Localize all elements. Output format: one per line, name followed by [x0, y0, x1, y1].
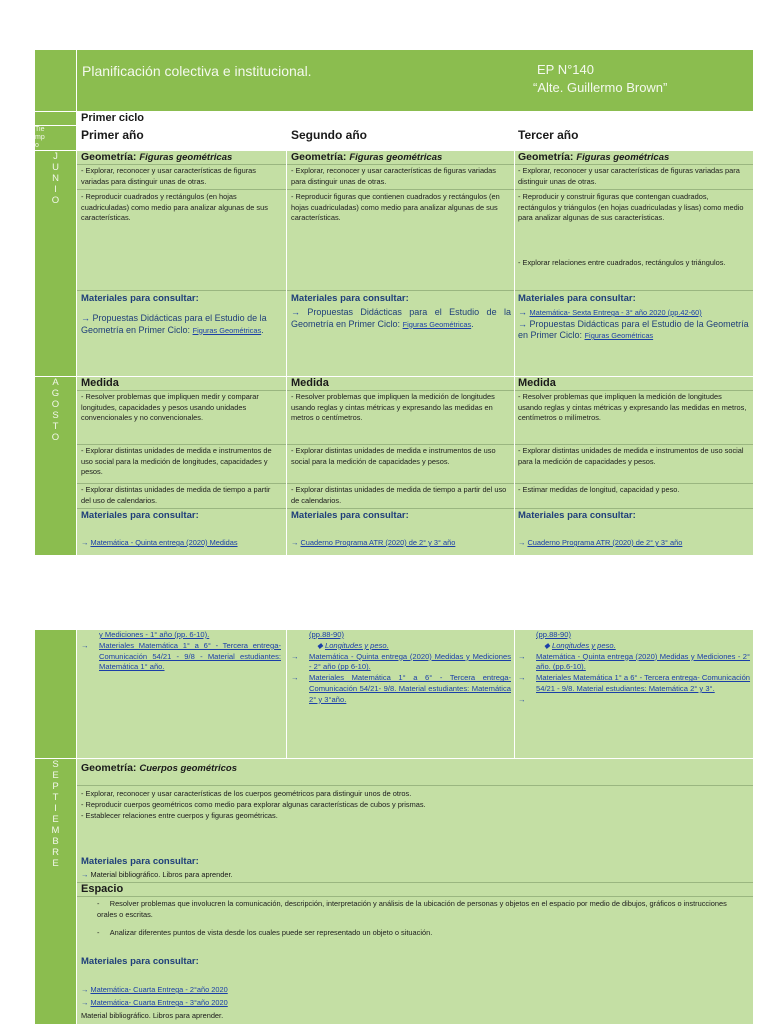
month-septiembre — [35, 759, 76, 1024]
arrow-icon: → — [291, 538, 299, 547]
cycle-row-left — [35, 112, 76, 125]
agosto-1-item-3: - Explorar distintas unidades de medida de tiempo a partir del uso de calendarios. — [81, 485, 271, 505]
material-text: Material bibliográfico. Libros para aprender. — [90, 870, 233, 879]
quinta-entrega-2-link[interactable]: Matemática - Quinta entrega (2020) Medidas y Mediciones - 2° año (pp 6-10). — [309, 651, 511, 672]
septiembre-material — [81, 870, 233, 879]
materials-label: Materiales para consultar: — [81, 856, 199, 867]
septiembre-item-1: - Explorar, reconocer y usar características de los cuerpos geométricos para distinguir unos de otros. — [81, 789, 412, 798]
header-left-cell — [35, 50, 76, 111]
agosto-1-item-1: - Resolver problemas que impliquen medir y comparar longitudes, capacidades y pesos usando unidades convencionales y no convencionales. — [81, 392, 259, 423]
junio-2-item-1: - Explorar, reconocer y usar características de figuras variadas para distinguir unas de otras. — [291, 166, 496, 186]
divider — [515, 189, 753, 190]
divider — [287, 290, 514, 291]
agosto-3-item-2: - Explorar distintas unidades de medida e instrumentos de uso social para la medición de capacidades y pesos. — [518, 446, 744, 466]
septiembre-item-3: - Establecer relaciones entre cuerpos y figuras geométricas. — [81, 811, 278, 820]
diamond-icon: ◆ — [317, 640, 323, 650]
materials-label: Materiales para consultar: — [81, 293, 199, 304]
medida-heading-2: Medida — [291, 377, 329, 389]
espacio-link-1-row — [81, 985, 228, 994]
cycle-label: Primer ciclo — [81, 112, 144, 124]
divider — [77, 390, 286, 391]
cuarta-entrega-3-link[interactable]: Matemática- Cuarta Entrega - 3°año 2020 — [90, 998, 228, 1007]
materials-label: Materiales para consultar: — [81, 956, 199, 967]
month-junio — [35, 151, 76, 376]
agosto-3-item-1: - Resolver problemas que impliquen la medición de longitudes usando reglas y cintas métricas y expresando las medidas en metros, centímetros o milímetros. — [518, 392, 747, 423]
geometria-label: Geometría: — [81, 151, 137, 163]
diamond-icon: ◆ — [544, 640, 550, 650]
agosto-1-materials — [81, 538, 286, 547]
agosto-1-item-2: - Explorar distintas unidades de medida e instrumentos de uso social para la medición de longitudes, capacidades y pesos. — [81, 446, 272, 477]
page2-side-top — [35, 630, 76, 758]
divider — [77, 189, 286, 190]
cuerpos-heading — [81, 762, 237, 775]
junio-2-materials: → Propuestas Didácticas para el Estudio de la Geometría en Primer Ciclo: Figuras Geométricas. — [291, 307, 511, 329]
longitudes-peso-link[interactable]: Longitudes y peso. — [324, 640, 389, 650]
quinta-entrega-link[interactable]: Matemática - Quinta entrega (2020) Medidas — [90, 538, 238, 547]
sexta-entrega-link[interactable]: Matemática- Sexta Entrega - 3° año 2020 (pp.42-60) — [529, 308, 702, 317]
quinta-entrega-cont-link[interactable]: y Mediciones - 1° año (pp. 6-10). — [99, 630, 210, 639]
divider — [287, 390, 514, 391]
month-agosto — [35, 377, 76, 555]
espacio-item-1-text: Resolver problemas que involucren la comunicación, descripción, interpretación y análisis de la ubicación de personas y objetos en el espacio por medio de dibujos, gráficos o instrucciones orales o escritas. — [97, 899, 727, 919]
geometria-heading-3 — [518, 151, 669, 164]
espacio-item-2-text: Analizar diferentes puntos de vista desde los cuales puede ser representado un objeto o situación. — [109, 928, 433, 937]
quinta-entrega-2-link[interactable]: Matemática - Quinta entrega (2020) Medidas y Mediciones - 2° año. (pp.6-10). — [536, 651, 750, 672]
cuaderno-atr-link[interactable]: Cuaderno Programa ATR (2020) de 2° y 3° año — [527, 538, 683, 547]
junio-3-materials — [518, 307, 750, 342]
column-separator — [286, 112, 287, 555]
divider — [77, 882, 753, 883]
junio-1-item-2: - Reproducir cuadrados y rectángulos (en hojas cuadriculadas) como medio para analizar algunas de sus características. — [81, 192, 268, 223]
arrow-icon: → — [81, 870, 89, 879]
material-text: Propuestas Didácticas para el Estudio de la Geometría en Primer Ciclo: — [518, 318, 749, 340]
arrow-icon: → — [518, 318, 527, 329]
school-name-line2: “Alte. Guillermo Brown” — [533, 80, 668, 95]
divider — [287, 483, 514, 484]
divider — [77, 896, 753, 897]
divider — [77, 290, 286, 291]
junio-1-materials: → Propuestas Didácticas para el Estudio de la Geometría en Primer Ciclo: Figuras Geométricas. — [81, 313, 267, 335]
espacio-material: Material bibliográfico. Libros para aprender. — [81, 1011, 224, 1020]
medida-heading-1: Medida — [81, 377, 119, 389]
page-title: Planificación colectiva e institucional. — [82, 63, 312, 79]
divider — [77, 785, 753, 786]
arrow-icon: → — [81, 313, 90, 323]
divider — [77, 444, 286, 445]
arrow-icon: → — [291, 673, 299, 683]
agosto-3-item-3: - Estimar medidas de longitud, capacidad y peso. — [518, 485, 680, 494]
junio-3-item-2: - Reproducir y construir figuras que contengan cuadrados, rectángulos y triángulos (en hojas cuadriculadas y lisas) como medio para analizar algunas de sus características. — [518, 192, 744, 223]
divider — [287, 444, 514, 445]
materiales-tercera-entrega-link[interactable]: Materiales Matemática 1° a 6° - Tercera entrega- Comunicación 54/21 - 9/8. Material estudiantes: Matemática 2° y 3°. — [536, 673, 751, 693]
arrow-icon: → — [291, 307, 300, 317]
years-row — [77, 126, 753, 150]
arrow-icon: → — [81, 640, 89, 650]
cuaderno-atr-link[interactable]: Cuaderno Programa ATR (2020) de 2° y 3° año — [300, 538, 456, 547]
arrow-icon: → — [518, 651, 526, 661]
month-agosto-label: A G O S T O — [51, 377, 60, 443]
divider — [515, 290, 753, 291]
agosto-2-item-1: - Resolver problemas que impliquen la medición de longitudes usando reglas y cintas métricas y expresando las medidas en metros o centímetros. — [291, 392, 495, 423]
junio-3-item-3: - Explorar relaciones entre cuadrados, rectángulos y triángulos. — [518, 258, 726, 267]
column-separator — [514, 630, 515, 758]
material-text: Propuestas Didácticas para el Estudio de la Geometría en Primer Ciclo: — [291, 307, 511, 329]
school-name-line1: EP N°140 — [537, 62, 594, 77]
cycle-row — [77, 112, 753, 125]
espacio-item-2: - Analizar diferentes puntos de vista desde los cuales puede ser representado un objeto o situación. — [97, 928, 433, 937]
cuerpos-topic: Cuerpos geométricos — [139, 763, 238, 774]
agosto-2-item-3: - Explorar distintas unidades de medida de tiempo a partir del uso de calendarios. — [291, 485, 507, 505]
espacio-item-1: - Resolver problemas que involucren la comunicación, descripción, interpretación y análisis de la ubicación de personas y objetos en el espacio por medio de dibujos, gráficos o instrucciones orales o escritas. — [97, 899, 727, 919]
geometria-heading-1 — [81, 151, 232, 164]
arrow-icon: → — [518, 673, 526, 683]
geometria-topic: Figuras geométricas — [139, 152, 233, 163]
divider — [515, 508, 753, 509]
column-separator — [514, 112, 515, 555]
divider — [515, 390, 753, 391]
divider — [77, 164, 286, 165]
figuras-geometricas-link[interactable]: Figuras Geométricas — [402, 319, 472, 329]
geometria-heading-2 — [291, 151, 442, 164]
geometria-label: Geometría: — [518, 151, 574, 163]
espacio-heading: Espacio — [81, 883, 124, 895]
divider — [515, 483, 753, 484]
materiales-tercera-entrega-link[interactable]: Materiales Matemática 1° a 6° - Tercera entrega- Comunicación 54/21- 9/8. Material estudiantes: Matemática 2° y 3°año. — [309, 673, 511, 704]
materiales-tercera-entrega-link[interactable]: Materiales Matemática 1° a 6° - Tercera entrega- Comunicación 54/21 - 9/8 - Material estudiantes: Matemática 1° año. — [99, 640, 281, 672]
arrow-icon: → — [291, 651, 299, 661]
arrow-icon: → — [518, 694, 526, 704]
espacio-link-2-row — [81, 998, 228, 1007]
materials-label: Materiales para consultar: — [518, 510, 636, 521]
longitudes-peso-link[interactable]: Longitudes y peso. — [551, 640, 616, 650]
divider — [77, 508, 286, 509]
junio-1-item-1: - Explorar, reconocer y usar características de figuras variadas para distinguir unas de otras. — [81, 166, 256, 186]
junio-3-item-1: - Explorar, reconocer y usar características de figuras variadas para distinguir unas de otras. — [518, 166, 740, 186]
divider — [77, 483, 286, 484]
page2-col1 — [81, 630, 281, 673]
geometria-label: Geometría: — [291, 151, 347, 163]
septiembre-item-2: - Reproducir cuerpos geométricos como medio para explorar algunas características de cubos y prismas. — [81, 800, 426, 809]
materials-label: Materiales para consultar: — [291, 293, 409, 304]
agosto-2-materials — [291, 538, 513, 547]
time-label-cell — [35, 126, 76, 150]
month-junio-label: J U N I O — [51, 151, 60, 206]
page2-col2 — [291, 630, 511, 706]
junio-2-item-2: - Reproducir figuras que contienen cuadrados y rectángulos (en hojas cuadriculadas) como medio para analizar algunas de sus características. — [291, 192, 500, 223]
material-text: Propuestas Didácticas para el Estudio de la Geometría en Primer Ciclo: — [81, 313, 267, 335]
year-3-header: Tercer año — [518, 128, 579, 142]
arrow-icon: → — [81, 985, 89, 994]
month-septiembre-label: S E P T I E M B R E — [51, 759, 60, 869]
agosto-3-materials — [518, 538, 750, 547]
figuras-geometricas-link[interactable]: Figuras Geométricas — [584, 331, 654, 340]
materials-label: Materiales para consultar: — [81, 510, 199, 521]
year-2-header: Segundo año — [291, 128, 367, 142]
materials-label: Materiales para consultar: — [518, 293, 636, 304]
agosto-2-item-2: - Explorar distintas unidades de medida e instrumentos de uso social para la medición de capacidades y pesos. — [291, 446, 496, 466]
divider — [287, 508, 514, 509]
year-1-header: Primer año — [81, 128, 144, 142]
divider — [515, 164, 753, 165]
materials-label: Materiales para consultar: — [291, 510, 409, 521]
divider — [287, 189, 514, 190]
arrow-icon: → — [81, 998, 89, 1007]
medida-heading-3: Medida — [518, 377, 556, 389]
cuaderno-atr-cont-link[interactable]: (pp.88-90) — [536, 630, 572, 639]
cuarta-entrega-2-link[interactable]: Matemática- Cuarta Entrega - 2°año 2020 — [90, 985, 228, 994]
arrow-icon: → — [81, 538, 89, 547]
figuras-geometricas-link[interactable]: Figuras Geométricas — [192, 325, 262, 335]
arrow-icon: → — [518, 307, 527, 317]
page2-col3 — [518, 630, 750, 706]
column-separator — [286, 630, 287, 758]
arrow-icon: → — [518, 538, 526, 547]
cuaderno-atr-cont-link[interactable]: (pp.88-90) — [309, 630, 345, 639]
geometria-label: Geometría: — [81, 762, 137, 774]
divider — [515, 444, 753, 445]
geometria-topic: Figuras geométricas — [349, 152, 443, 163]
divider — [287, 164, 514, 165]
geometria-topic: Figuras geométricas — [576, 152, 670, 163]
time-label: Tiempo — [35, 126, 45, 149]
